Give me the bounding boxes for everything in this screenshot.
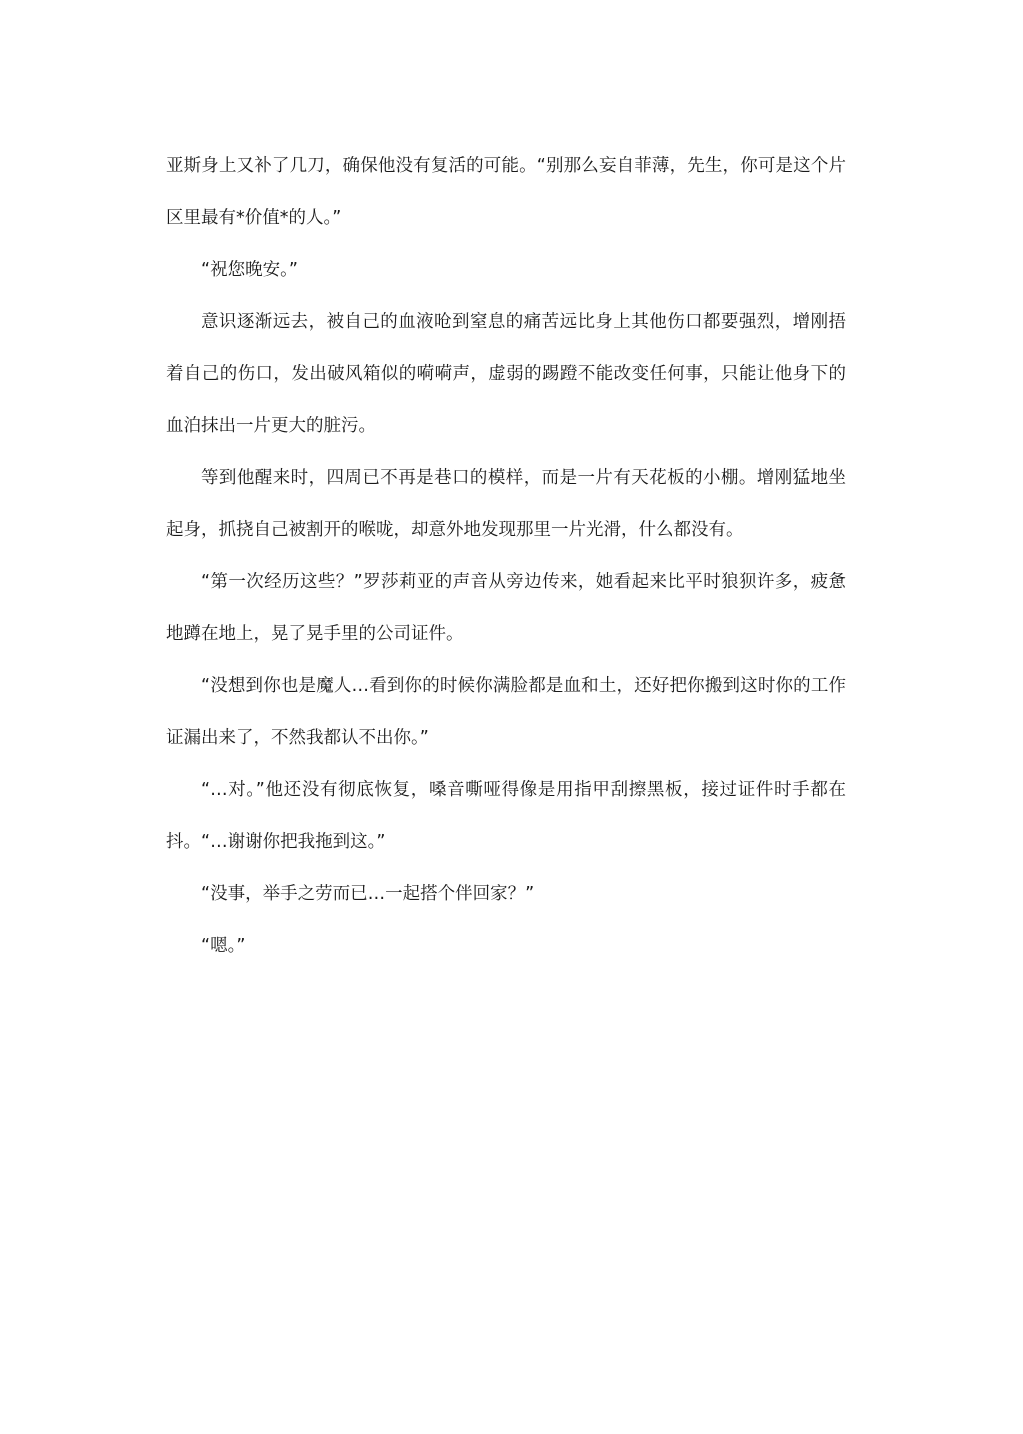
paragraph-6: “没想到你也是魔人…看到你的时候你满脸都是血和土，还好把你搬到这时你的工作证漏出来了，不然我都认不出你。” <box>166 676 846 748</box>
paragraph-5: “第一次经历这些？”罗莎莉亚的声音从旁边传来，她看起来比平时狼狈许多，疲惫地蹲在地上，晃了晃手里的公司证件。 <box>166 572 846 644</box>
paragraph-7: “…对。”他还没有彻底恢复，嗓音嘶哑得像是用指甲刮擦黑板，接过证件时手都在抖。“…谢谢你把我拖到这。” <box>166 780 846 852</box>
paragraph-2: “祝您晚安。” <box>201 260 298 280</box>
paragraph-4: 等到他醒来时，四周已不再是巷口的模样，而是一片有天花板的小棚。增刚猛地坐起身，抓挠自己被割开的喉咙，却意外地发现那里一片光滑，什么都没有。 <box>166 468 846 540</box>
paragraph-8: “没事，举手之劳而已…一起搭个伴回家？” <box>201 884 535 904</box>
document-body <box>166 140 846 972</box>
paragraph-3: 意识逐渐远去，被自己的血液呛到窒息的痛苦远比身上其他伤口都要强烈，增刚捂着自己的伤口，发出破风箱似的嗬嗬声，虚弱的踢蹬不能改变任何事，只能让他身下的血泊抹出一片更大的脏污。 <box>166 312 846 436</box>
paragraph-9: “嗯。” <box>201 936 246 956</box>
paragraph-1: 亚斯身上又补了几刀，确保他没有复活的可能。“别那么妄自菲薄，先生，你可是这个片区里最有*价值*的人。” <box>166 156 846 228</box>
